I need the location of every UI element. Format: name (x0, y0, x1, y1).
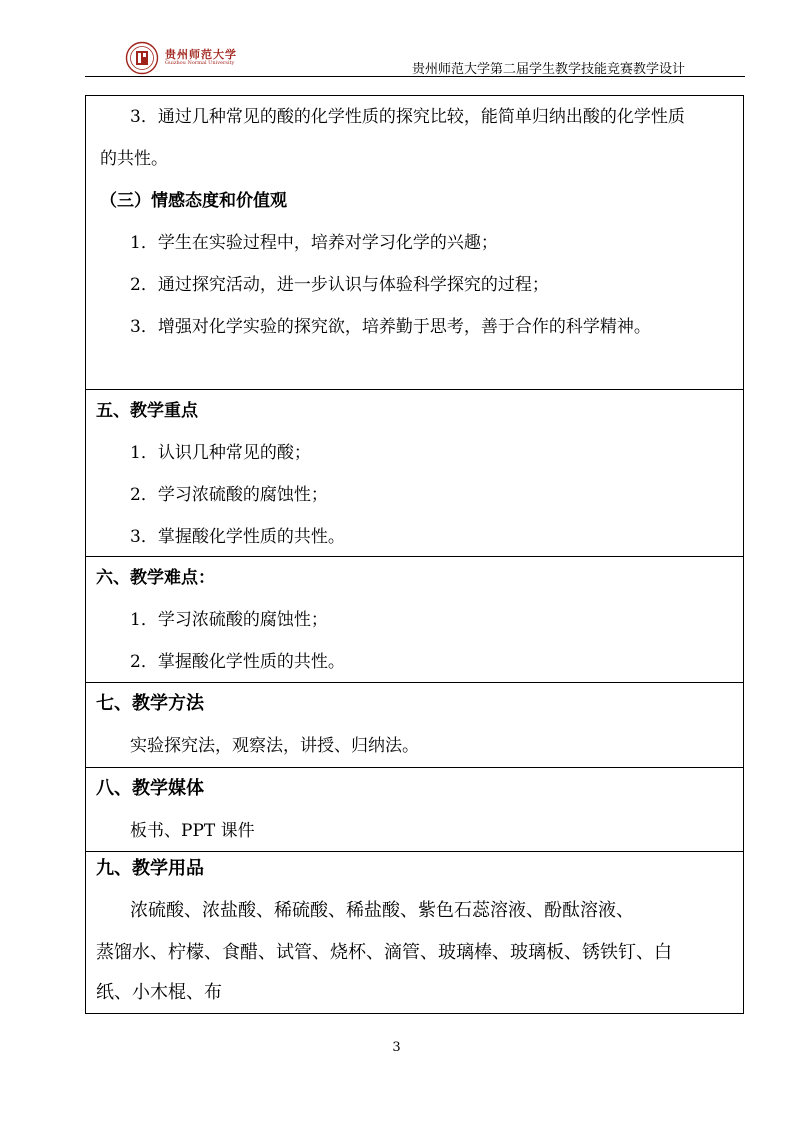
text-line: 蒸馏水、柠檬、食醋、试管、烧杯、滴管、玻璃棒、玻璃板、锈铁钉、白 (96, 942, 672, 963)
text-line: 3．掌握酸化学性质的共性。 (130, 527, 345, 547)
text-line: 1．认识几种常见的酸； (130, 443, 311, 463)
section-heading: 五、教学重点 (96, 401, 198, 421)
text-line: 浓硫酸、浓盐酸、稀硫酸、稀盐酸、紫色石蕊溶液、酚酞溶液、 (130, 900, 634, 921)
university-logo-english: Guizhou Normal University (165, 60, 235, 66)
header-divider (85, 76, 745, 77)
key-points-section (86, 389, 743, 556)
text-line: 的共性。 (100, 149, 168, 169)
page-number: 3 (392, 1040, 401, 1055)
text-line: 实验探究法，观察法，讲授、归纳法。 (130, 736, 419, 756)
text-line: 2．学习浓硫酸的腐蚀性； (130, 485, 328, 505)
text-line: 2．掌握酸化学性质的共性。 (130, 652, 345, 672)
objectives-section (86, 96, 743, 389)
methods-section (86, 682, 743, 767)
text-line: 2．通过探究活动，进一步认识与体验科学探究的过程； (130, 275, 549, 295)
university-logo-text: 贵州师范大学 (165, 48, 237, 61)
text-line: 3．通过几种常见的酸的化学性质的探究比较，能简单归纳出酸的化学性质 (130, 107, 685, 127)
text-line: 3．增强对化学实验的探究欲，培养勤于思考，善于合作的科学精神。 (130, 317, 651, 337)
document-header-title: 贵州师范大学第二届学生教学技能竞赛教学设计 (411, 62, 685, 77)
subsection-heading: （三）情感态度和价值观 (100, 191, 287, 211)
university-seal-icon (125, 41, 159, 75)
lesson-plan-table (85, 95, 744, 1014)
difficulties-section (86, 556, 743, 682)
section-heading: 七、教学方法 (96, 693, 204, 714)
text-line: 1．学习浓硫酸的腐蚀性； (130, 610, 328, 630)
materials-section (86, 851, 743, 1013)
text-line: 纸、小木棍、布 (96, 982, 222, 1003)
page-header (85, 38, 745, 78)
text-line: 板书、PPT 课件 (130, 821, 255, 841)
section-heading: 六、教学难点： (96, 568, 215, 588)
media-section (86, 767, 743, 851)
text-line: 1．学生在实验过程中，培养对学习化学的兴趣； (130, 233, 498, 253)
section-heading: 八、教学媒体 (96, 778, 204, 799)
section-heading: 九、教学用品 (96, 858, 204, 879)
